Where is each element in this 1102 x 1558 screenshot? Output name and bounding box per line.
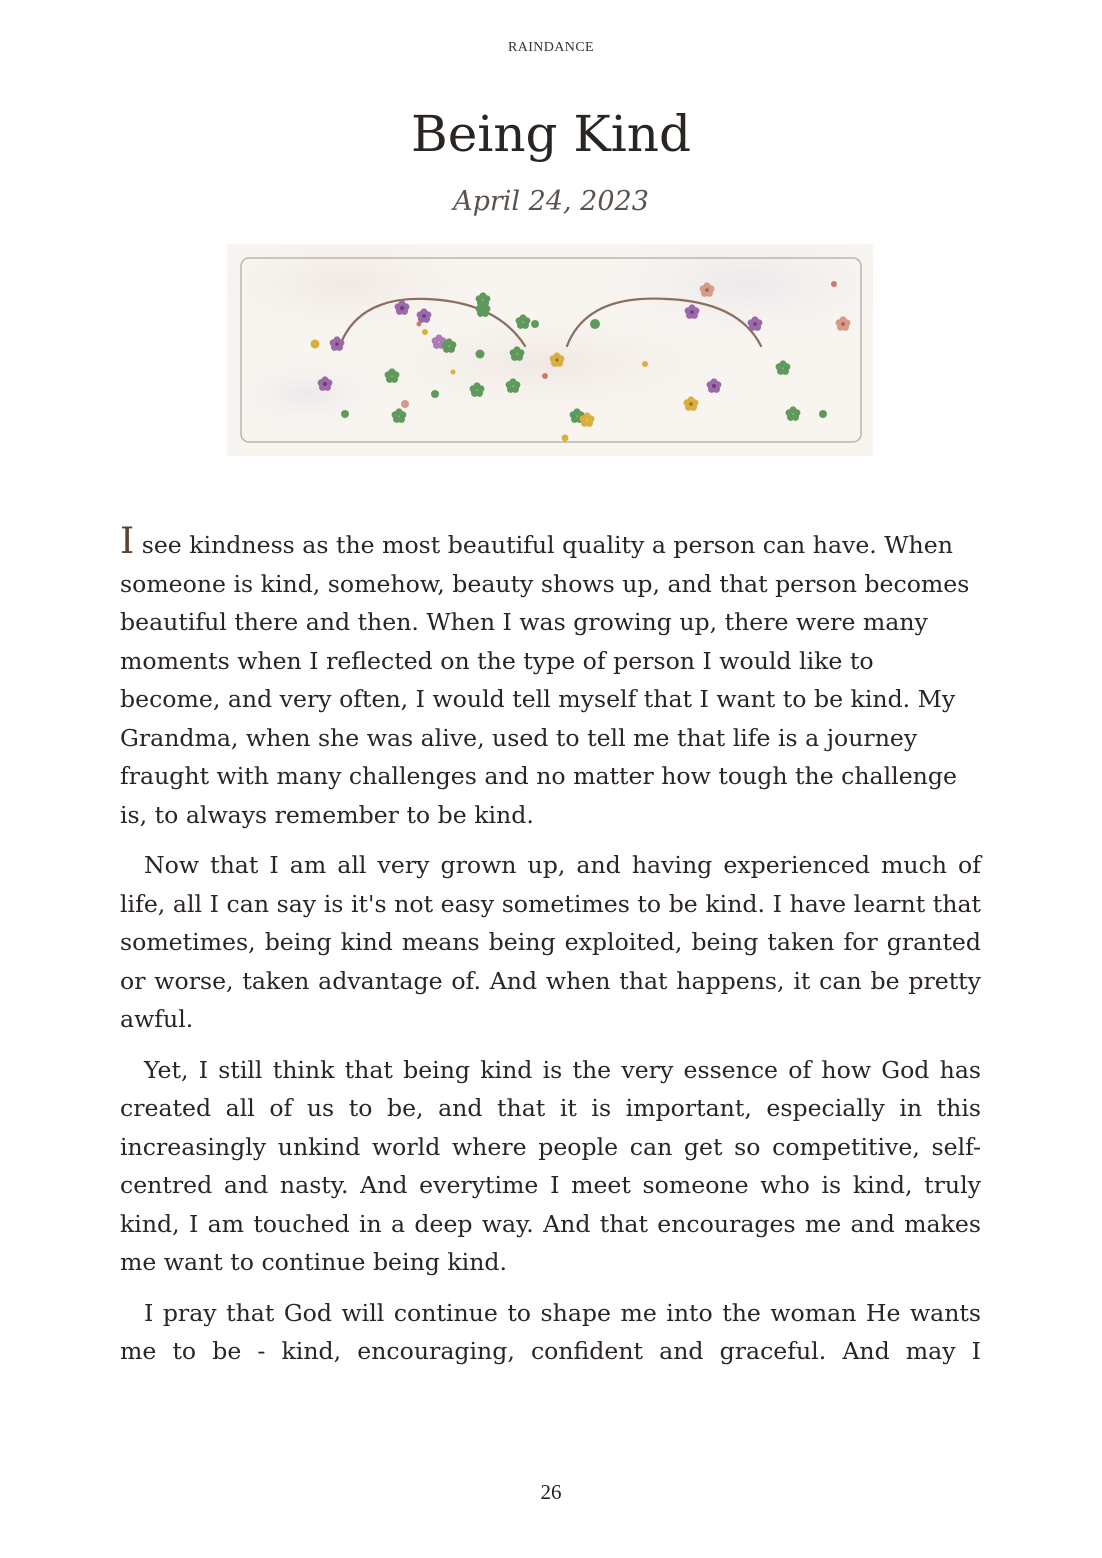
drop-cap: I — [120, 521, 135, 562]
paragraph-2: Now that I am all very grown up, and having experienced much of life, all I can say is it's not easy sometimes to be kind. I have learnt that sometimes, being kind means being exploited, being taken for granted or worse, taken advantage of. And when that happens, it can be pretty awful. — [120, 851, 981, 1033]
paragraph-4: I pray that God will continue to shape me into the woman He wants me to be - kind, encouraging, confident and graceful. And may I — [120, 1298, 981, 1365]
article-body — [120, 521, 981, 1383]
page-number: 26 — [540, 1480, 562, 1504]
paragraph-1 — [120, 521, 981, 834]
article-date: April 24, 2023 — [453, 186, 649, 217]
floral-arches-illustration — [227, 244, 873, 456]
paragraph-1-text: see kindness as the most beautiful quality a person can have. When someone is kind, somehow, beauty shows up, and that person becomes beautiful there and then. When I was growing up, there were many moments when I reflected on the type of person I would like to become, and very often, I would tell myself that I want to be kind. My Grandma, when she was alive, used to tell me that life is a journey fraught with many challenges and no matter how tough the challenge is, to always remember to be kind. — [120, 531, 970, 829]
paragraph-3: Yet, I still think that being kind is the very essence of how God has created all of us to be, and that it is important, especially in this increasingly unkind world where people can get so competitive, self-centred and nasty. And everytime I meet someone who is kind, truly kind, I am touched in a deep way. And that encourages me and makes me want to continue being kind. — [120, 1055, 981, 1276]
running-head: RAINDANCE — [507, 40, 595, 55]
page-title: Being Kind — [411, 105, 691, 163]
